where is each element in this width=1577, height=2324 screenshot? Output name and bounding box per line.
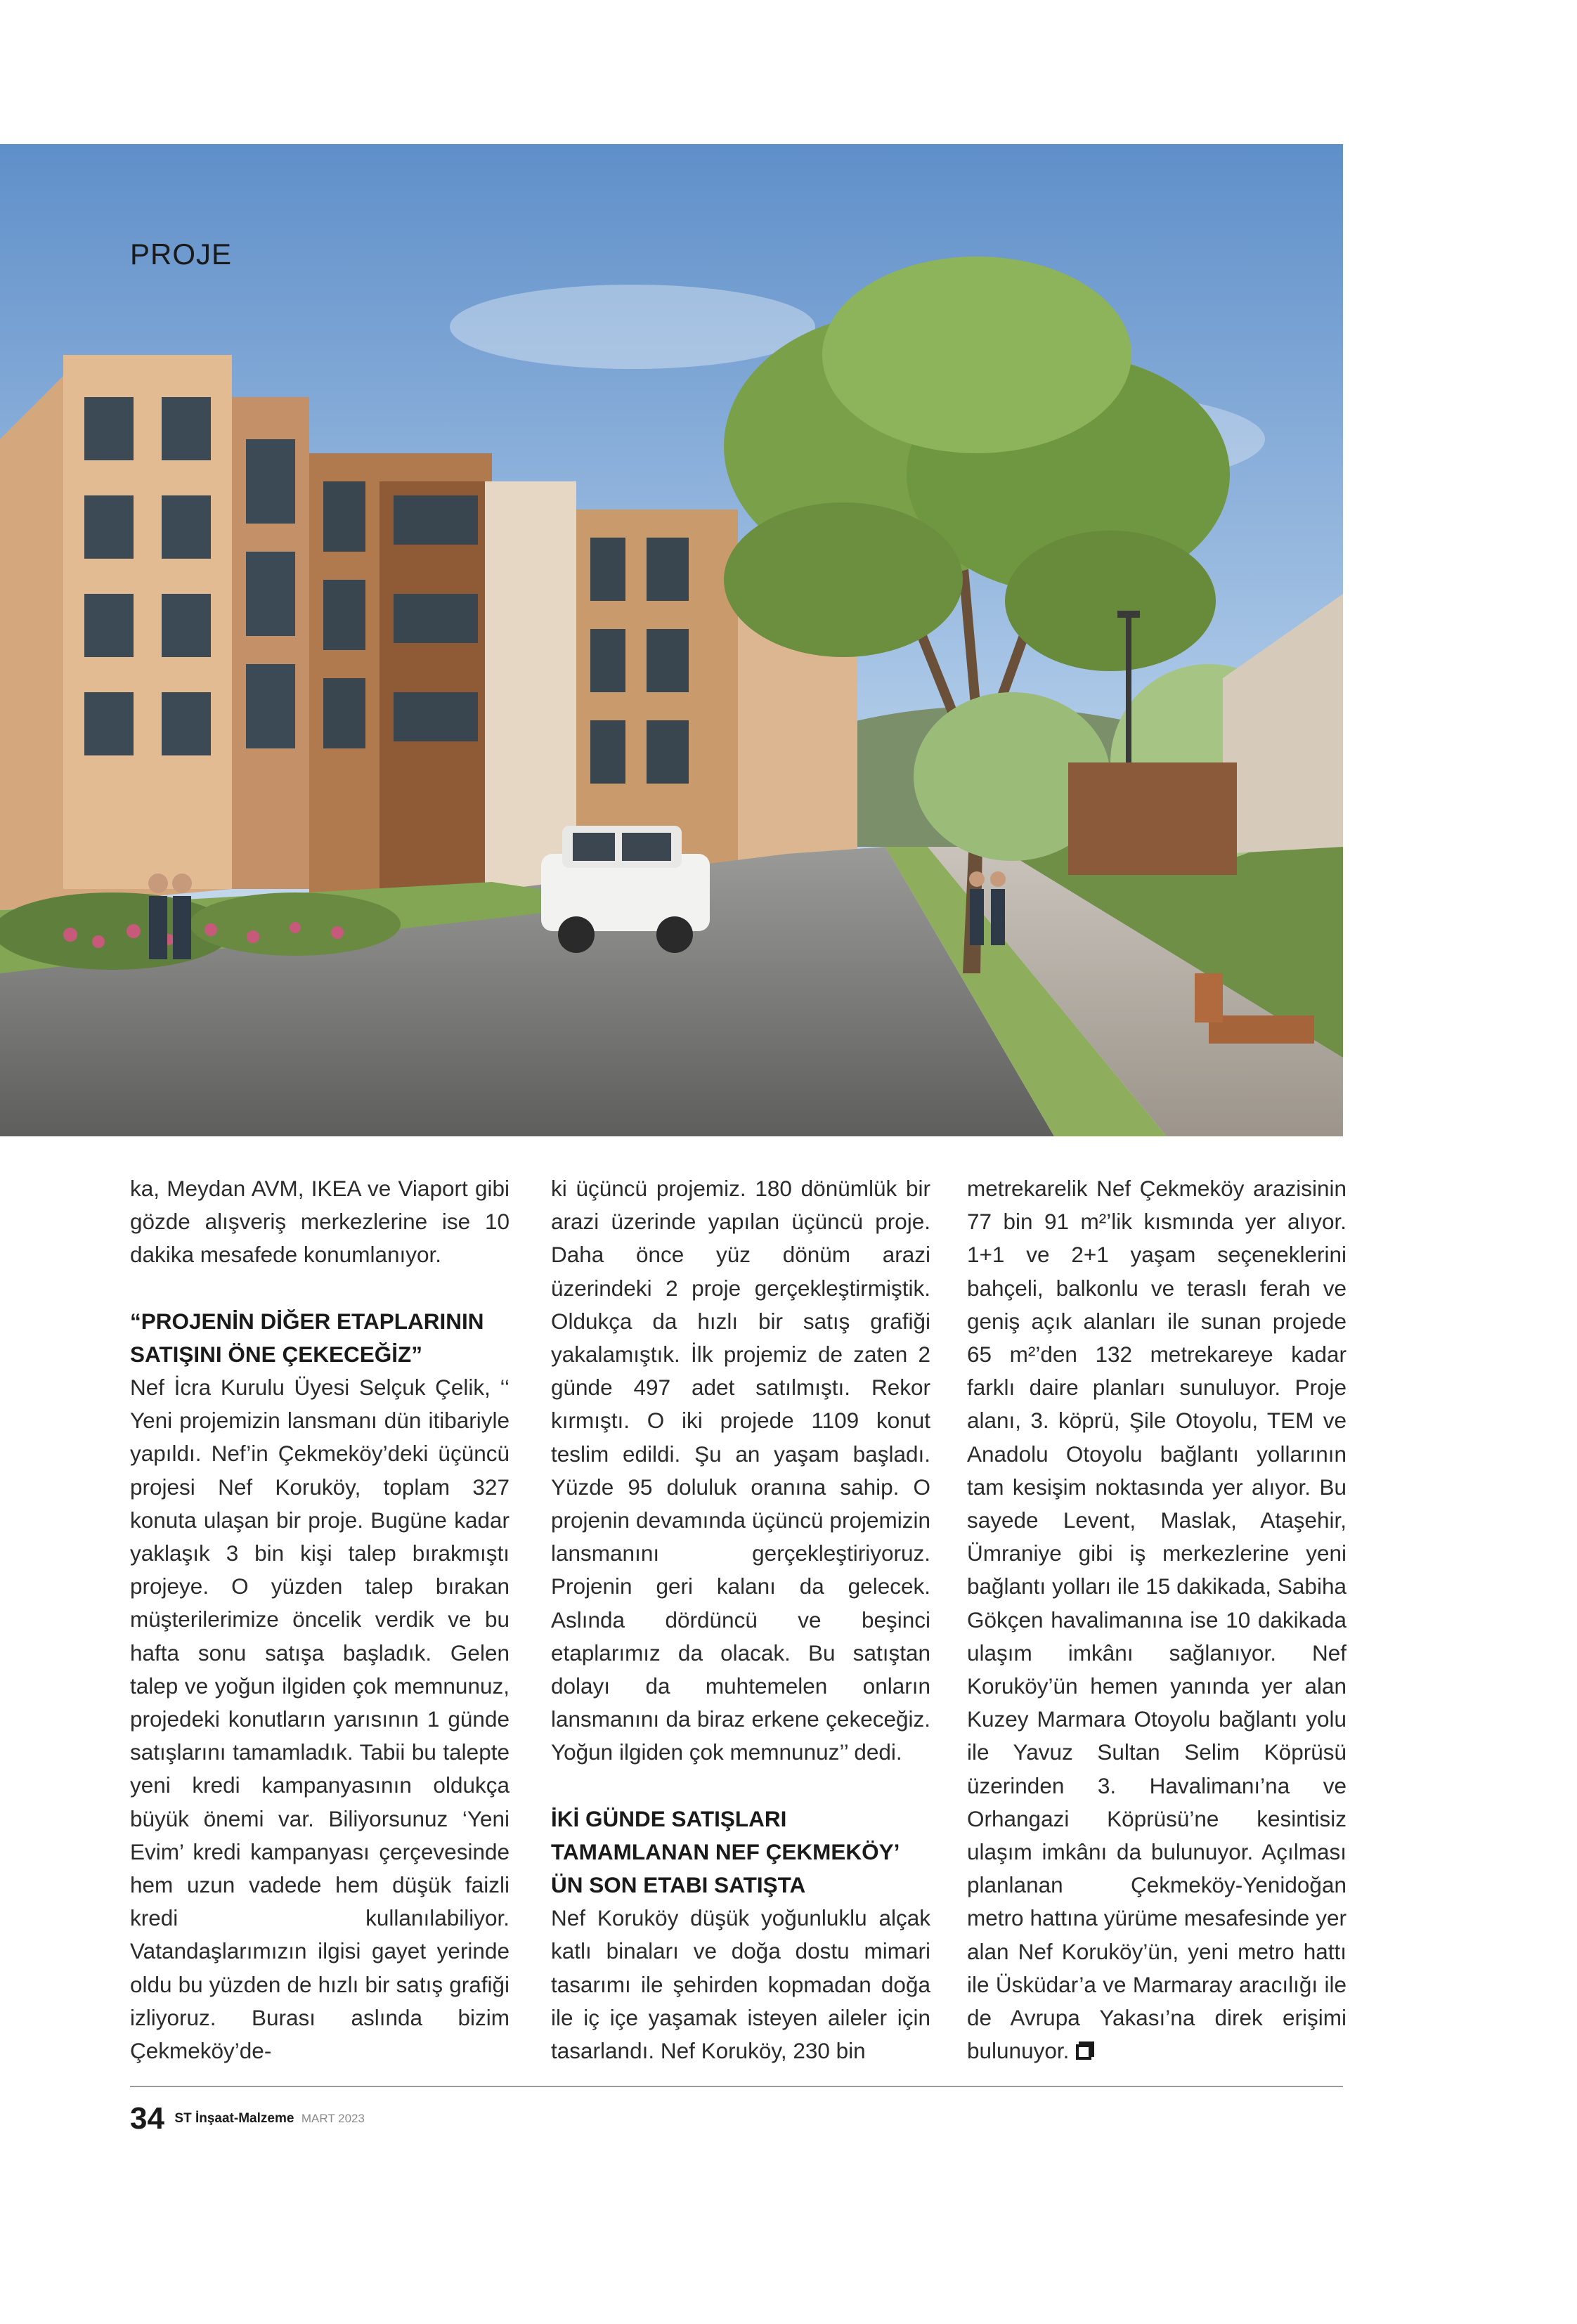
- hero-image: [0, 144, 1343, 1136]
- end-of-article-icon: [1076, 2044, 1091, 2060]
- section-label: PROJE: [130, 238, 233, 271]
- paragraph: Nef İcra Kurulu Üyesi Selçuk Çelik, ‘‘ Yeni projemizin lansmanı dün itibariyle yapıldı. Nef’in Çekmeköy’deki üçüncü projesi Nef Koruköy, toplam 327 konuta ulaşan bir proje. Bugüne kadar yaklaşık 3 bin kişi talep bırakmıştı projeye. O yüzden talep bırakan müşterilerimize öncelik verdik ve bu hafta sonu satışa başladık. Gelen talep ve yoğun ilgiden çok memnunuz, projedeki konutların yarısının 1 günde satışlarını tamamladık. Tabii bu talepte yeni kredi kampanyasının oldukça büyük önemi var. Biliyorsunuz ‘Yeni Evim’ kredi kampanyası çerçevesinde hem uzun vadede hem düşük faizli kredi kullanılabiliyor. Vatandaşlarımızın ilgisi gayet yerinde oldu bu yüzden de hızlı bir satış grafiği izliyoruz. Burası aslında bizim Çekmeköy’de-: [130, 1375, 510, 2064]
- issue-date: MART 2023: [301, 2112, 365, 2125]
- article-column-2: [551, 1172, 930, 2067]
- article-column-1: [130, 1172, 510, 2067]
- paragraph: ka, Meydan AVM, IKEA ve Viaport gibi gözde alışveriş merkezlerine ise 10 dakika mesafede konumlanıyor.: [130, 1176, 510, 1268]
- subheading: “PROJENİN DİĞER ETAPLARININ SATIŞINI ÖNE ÇEKECEĞİZ”: [130, 1308, 484, 1367]
- page-footer: [130, 2101, 365, 2136]
- subheading: İKİ GÜNDE SATIŞLARI TAMAMLANAN NEF ÇEKMEKÖY’ ÜN SON ETABI SATIŞTA: [551, 1805, 899, 1898]
- paragraph: metrekarelik Nef Çekmeköy arazisinin 77 bin 91 m²’lik kısmında yer alıyor. 1+1 ve 2+1 yaşam seçeneklerini bahçeli, balkonlu ve teraslı ferah ve geniş açık alanları ile sunan projede 65 m²’den 132 metrekareye kadar farklı daire planları sunuluyor. Proje alanı, 3. köprü, Şile Otoyolu, TEM ve Anadolu Otoyolu bağlantı yollarının tam kesişim noktasında yer alıyor. Bu sayede Levent, Maslak, Ataşehir, Ümraniye gibi iş merkezlerine yeni bağlantı yolları ile 15 dakikada, Sabiha Gökçen havalimanına ise 10 dakikada ulaşım imkânı sağlanıyor. Nef Koruköy’ün hemen yanında yer alan Kuzey Marmara Otoyolu bağlantı yolu ile Yavuz Sultan Selim Köprüsü üzerinden 3. Havalimanı’na ve Orhangazi Köprüsü’ne kesintisiz ulaşım imkânı da bulunuyor. Açılması planlanan Çekmeköy-Yenidoğan metro hattına yürüme mesafesinde yer alan Nef Koruköy’ün, yeni metro hattı ile Üsküdar’a ve Marmaray aracılığı ile de Avrupa Yakası’na direk erişimi bulunuyor.: [967, 1176, 1346, 2064]
- publication-name: ST İnşaat-Malzeme: [174, 2111, 294, 2126]
- footer-divider: [130, 2086, 1343, 2087]
- paragraph: ki üçüncü projemiz. 180 dönümlük bir arazi üzerinde yapılan üçüncü proje. Daha önce yüz dönüm arazi üzerindeki 2 proje gerçekleştirmiştik. Oldukça da hızlı bir satış grafiği yakalamıştık. İlk projemiz de zaten 2 günde 497 adet satılmıştı. Rekor kırmıştı. O iki projede 1109 konut teslim edildi. Şu an yaşam başladı. Yüzde 95 doluluk oranına sahip. O projenin devamında üçüncü projemizin lansmanını gerçekleştiriyoruz. Projenin geri kalanı da gelecek. Aslında dördüncü ve beşinci etaplarımız da olacak. Bu satıştan dolayı da muhtemelen onların lansmanını da biraz erkene çekeceğiz. Yoğun ilgiden çok memnunuz’’ dedi.: [551, 1176, 930, 1765]
- page-number: 34: [130, 2101, 164, 2136]
- paragraph-with-end-mark: [967, 1172, 1346, 2067]
- article-column-3: [967, 1172, 1346, 2067]
- residential-project-render: [0, 144, 1343, 1136]
- paragraph: Nef Koruköy düşük yoğunluklu alçak katlı binaları ve doğa dostu mimari tasarımı ile şehirden kopmadan doğa ile iç içe yaşamak isteyen aileler için tasarlandı. Nef Koruköy, 230 bin: [551, 1905, 930, 2064]
